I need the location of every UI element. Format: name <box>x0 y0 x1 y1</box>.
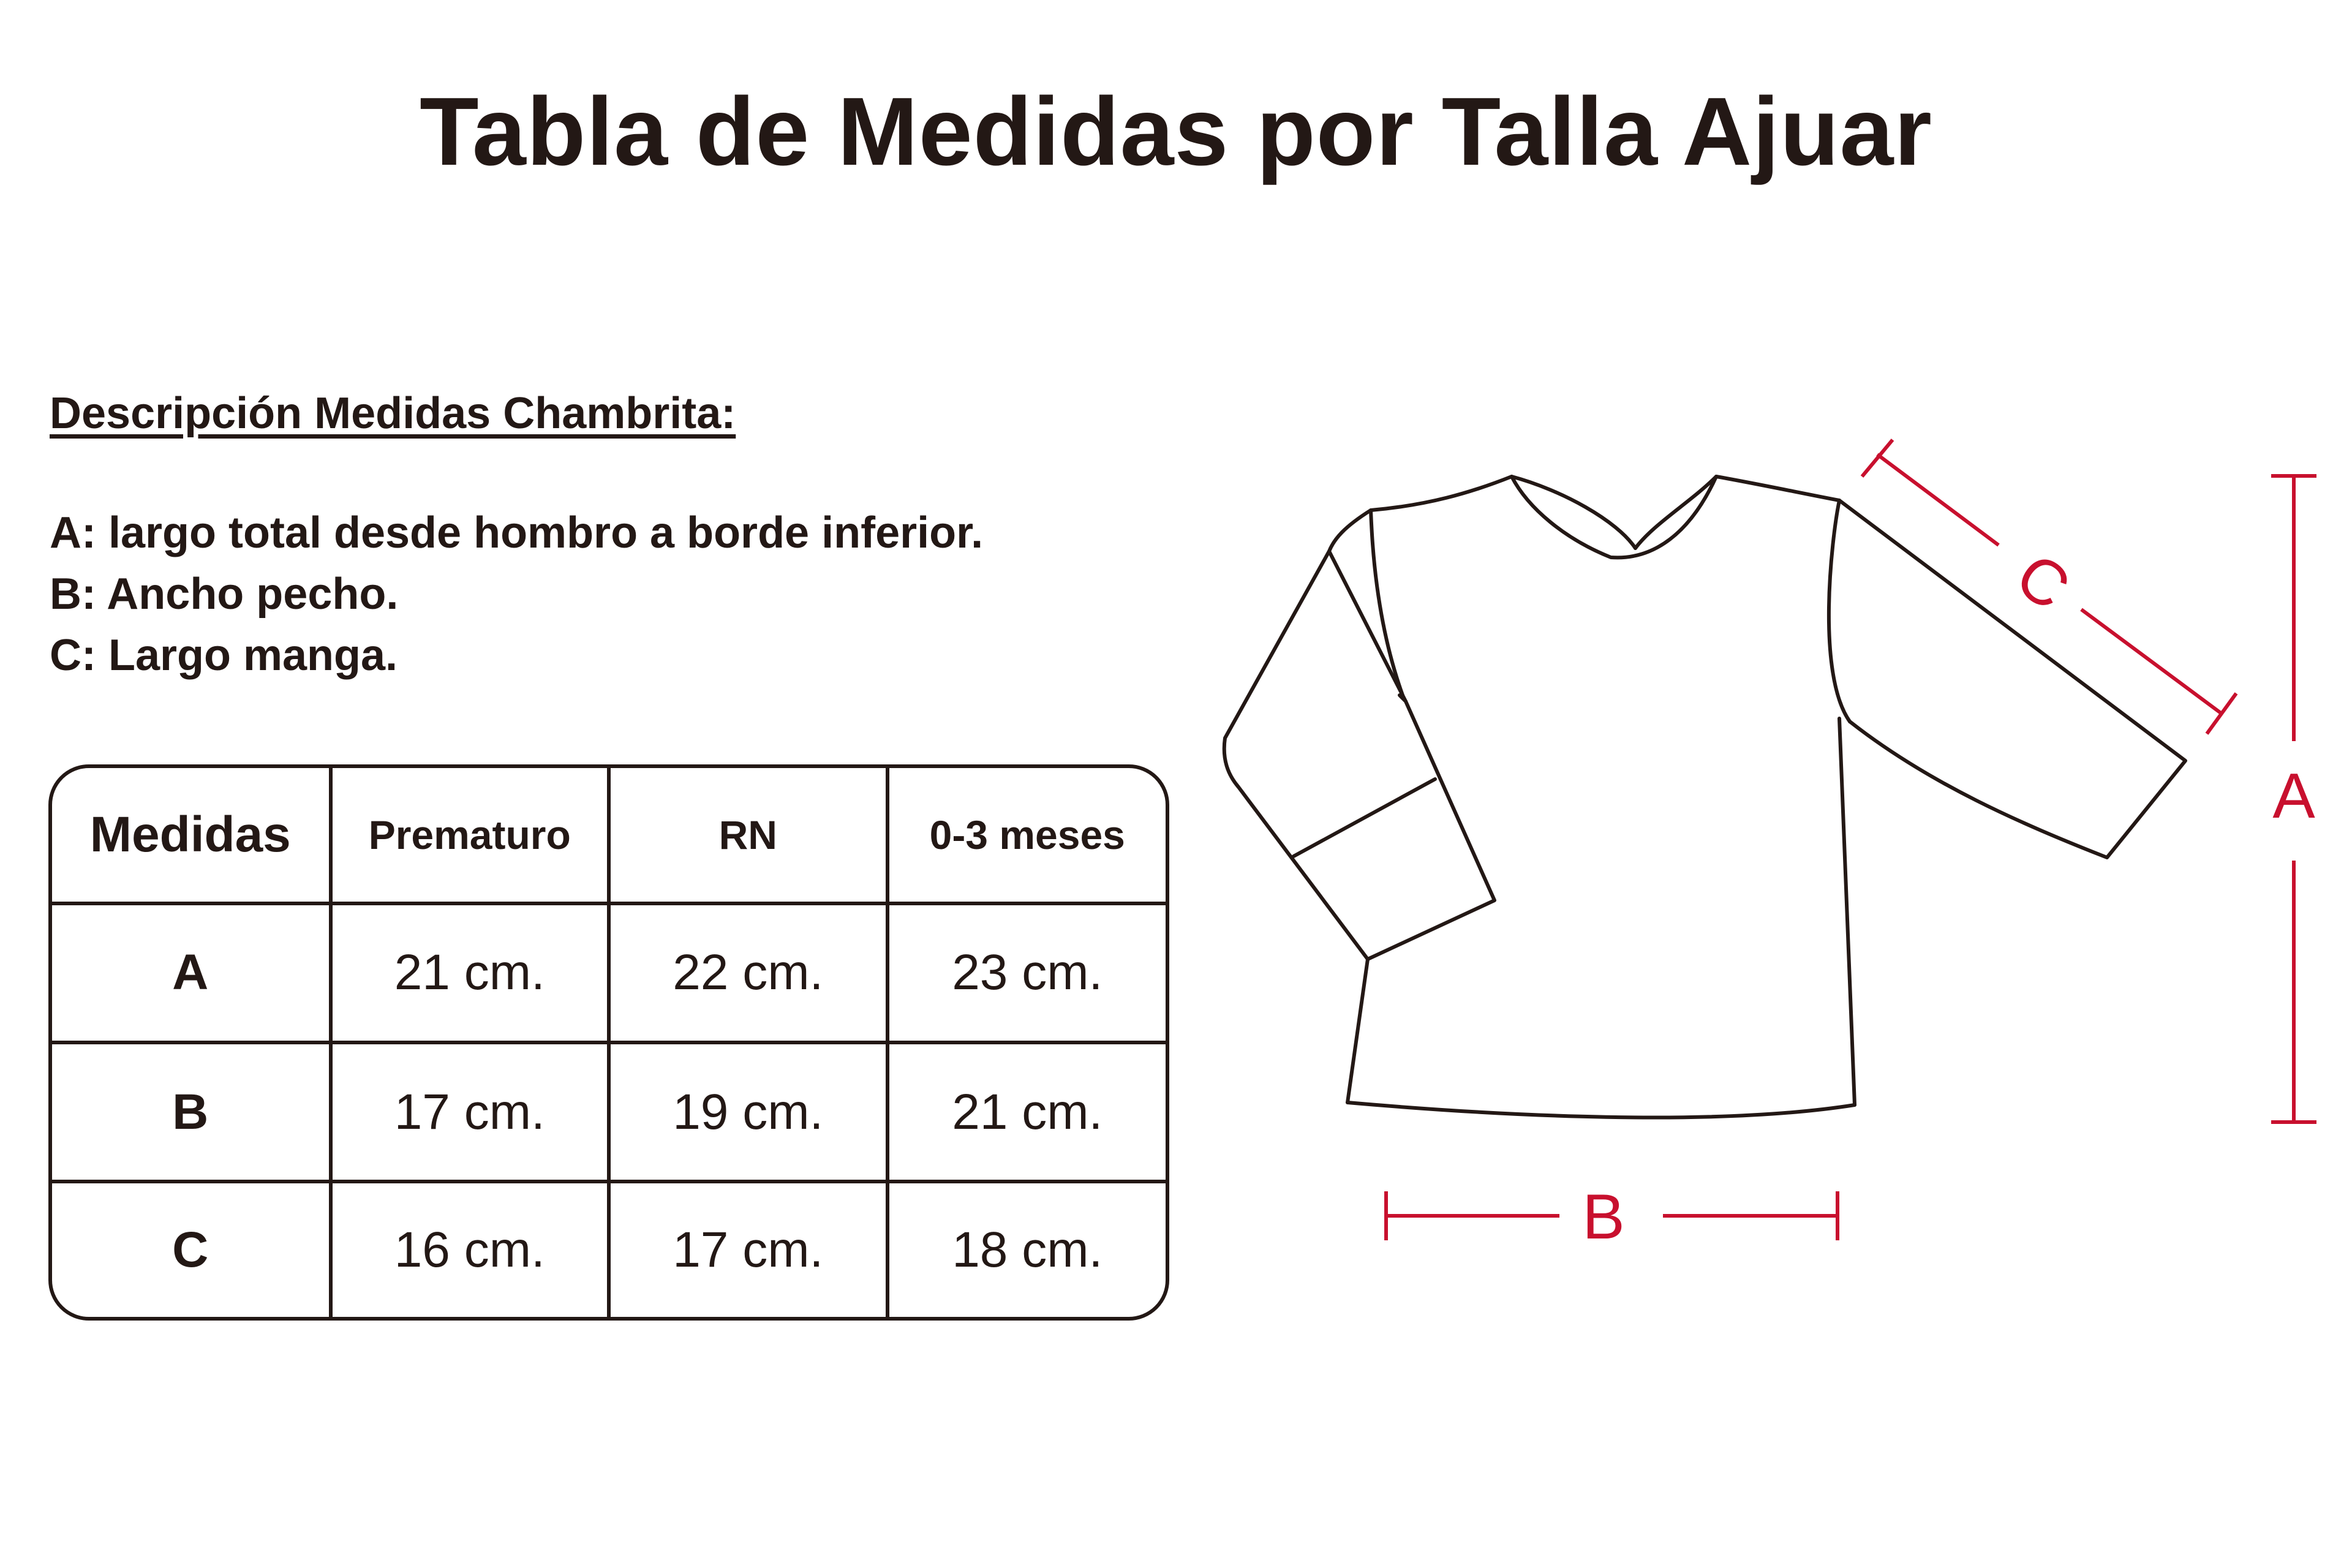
garment-outline-icon <box>1224 477 2185 1117</box>
description-line-c: C: Largo manga. <box>50 631 398 680</box>
header-measures: Medidas <box>52 768 331 903</box>
description-line-b: B: Ancho pecho. <box>50 570 399 619</box>
description-line-a: A: largo total desde hombro a borde inferior. <box>50 508 984 557</box>
table-header-row <box>52 768 1166 903</box>
header-0-3-meses: 0-3 meses <box>888 768 1166 903</box>
dimension-a-label: A <box>2272 761 2315 832</box>
cell-b-rn: 19 cm. <box>609 1042 888 1182</box>
cell-a-0-3-meses: 23 cm. <box>888 903 1166 1042</box>
cell-b-prematuro: 17 cm. <box>331 1042 609 1182</box>
table-row <box>52 1042 1166 1182</box>
row-label-b: B <box>52 1042 331 1182</box>
row-label-c: C <box>52 1182 331 1317</box>
header-rn: RN <box>609 768 888 903</box>
dimension-b-icon <box>1386 1191 1838 1240</box>
dimension-b-label: B <box>1582 1182 1625 1253</box>
dimension-a-icon <box>2271 476 2316 1122</box>
size-table <box>52 768 1166 1317</box>
cell-c-0-3-meses: 18 cm. <box>888 1182 1166 1317</box>
description-heading: Descripción Medidas Chambrita: <box>50 389 736 438</box>
size-table-container <box>48 764 1169 1321</box>
table-row <box>52 1182 1166 1317</box>
cell-b-0-3-meses: 21 cm. <box>888 1042 1166 1182</box>
row-label-a: A <box>52 903 331 1042</box>
cell-a-rn: 22 cm. <box>609 903 888 1042</box>
header-prematuro: Prematuro <box>331 768 609 903</box>
dimension-c-label: C <box>2003 540 2082 624</box>
cell-c-rn: 17 cm. <box>609 1182 888 1317</box>
cell-a-prematuro: 21 cm. <box>331 903 609 1042</box>
page-title: Tabla de Medidas por Talla Ajuar <box>420 78 1932 186</box>
cell-c-prematuro: 16 cm. <box>331 1182 609 1317</box>
table-row <box>52 903 1166 1042</box>
dimension-c-icon <box>1862 440 2236 734</box>
measurement-description <box>50 380 1152 686</box>
